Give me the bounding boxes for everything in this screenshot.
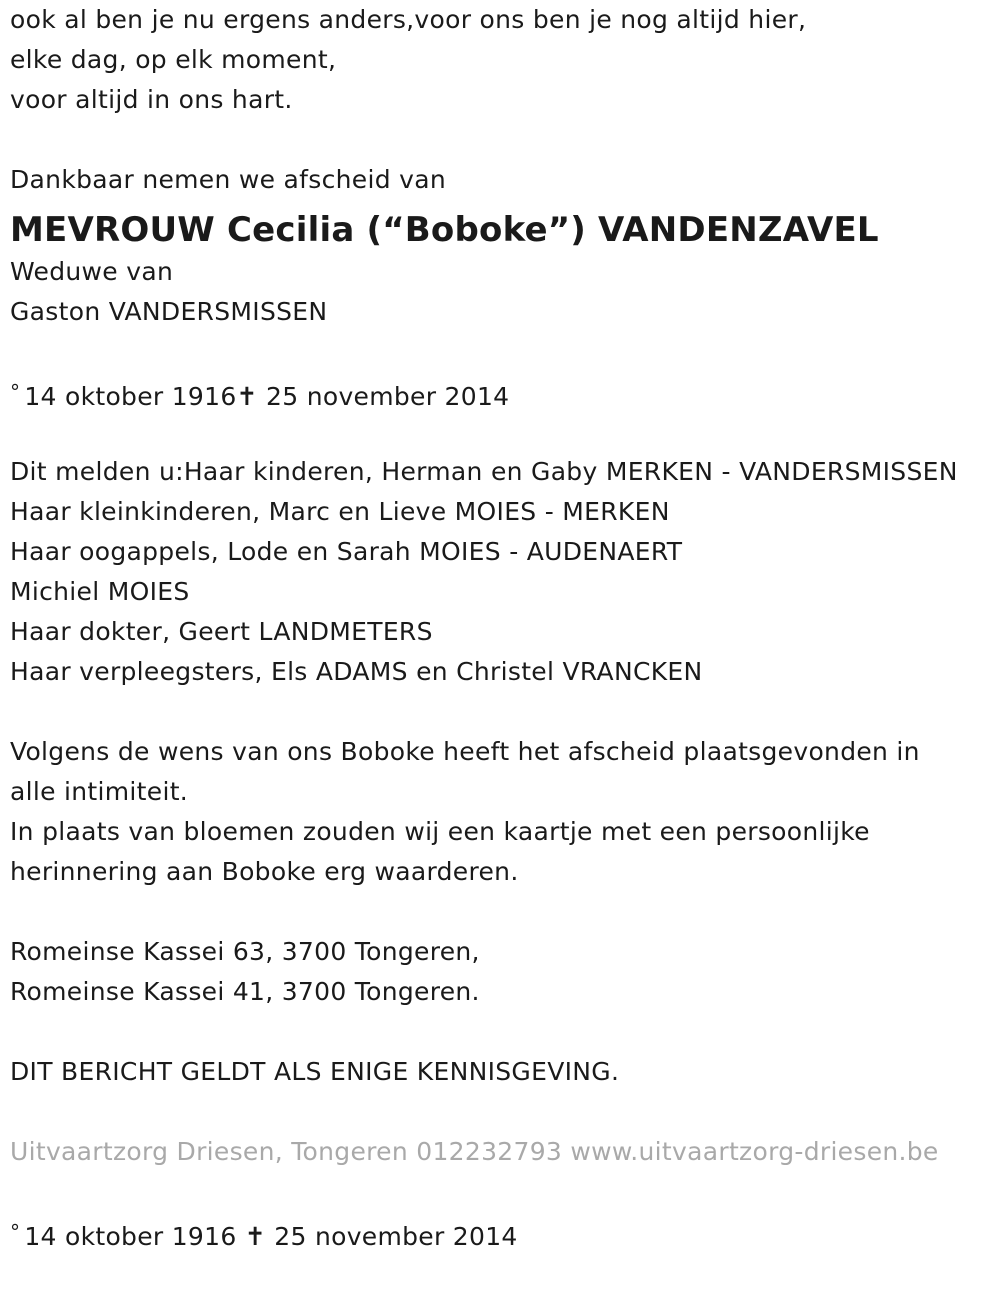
- undertaker-info: Uitvaartzorg Driesen, Tongeren 012232793 www.uitvaartzorg-driesen.be: [10, 1137, 939, 1166]
- birth-date: 14 oktober 1916: [24, 1222, 237, 1251]
- address-line: Romeinse Kassei 63, 3700 Tongeren,: [10, 937, 480, 966]
- wishes-line: herinnering aan Boboke erg waarderen.: [10, 857, 519, 886]
- address-line: Romeinse Kassei 41, 3700 Tongeren.: [10, 977, 480, 1006]
- notice-text: DIT BERICHT GELDT ALS ENIGE KENNISGEVING.: [10, 1057, 620, 1086]
- wishes-line: Volgens de wens van ons Boboke heeft het afscheid plaatsgevonden in: [10, 737, 920, 766]
- poem-line-2: elke dag, op elk moment,: [10, 45, 337, 74]
- wishes-line: In plaats van bloemen zouden wij een kaartje met een persoonlijke: [10, 817, 870, 846]
- poem-line-1: ook al ben je nu ergens anders,voor ons ben je nog altijd hier,: [10, 5, 807, 34]
- poem: [10, 0, 995, 120]
- addresses: [10, 932, 995, 1012]
- announcer-line: Michiel MOIES: [10, 577, 190, 606]
- wishes-paragraph: [10, 732, 995, 892]
- poem-line-3: voor altijd in ons hart.: [10, 85, 293, 114]
- spouse-name: Gaston VANDERSMISSEN: [10, 297, 328, 326]
- obituary-document: [10, 0, 995, 1252]
- widow-label: Weduwe van: [10, 257, 174, 286]
- announcer-line: Dit melden u:Haar kinderen, Herman en Gaby MERKEN - VANDERSMISSEN: [10, 457, 958, 486]
- announcer-line: Haar verpleegsters, Els ADAMS en Christel VRANCKEN: [10, 657, 703, 686]
- announcer-line: Haar dokter, Geert LANDMETERS: [10, 617, 433, 646]
- death-date: 25 november 2014: [274, 1222, 518, 1251]
- wishes-line: alle intimiteit.: [10, 777, 189, 806]
- deceased-name: MEVROUW Cecilia (“Boboke”) VANDENZAVEL: [10, 210, 879, 250]
- announcer-line: Haar kleinkinderen, Marc en Lieve MOIES - MERKEN: [10, 497, 670, 526]
- cross-icon: ✝: [236, 382, 258, 411]
- cross-icon: ✝: [244, 1222, 267, 1251]
- birth-symbol: °: [10, 1220, 21, 1244]
- life-dates-footer: [10, 1212, 995, 1252]
- announcers-list: [10, 452, 995, 692]
- death-date: 25 november 2014: [266, 382, 510, 411]
- life-dates: [10, 372, 995, 412]
- birth-date: 14 oktober 1916: [24, 382, 237, 411]
- intro-text: Dankbaar nemen we afscheid van: [10, 165, 446, 194]
- announcer-line: Haar oogappels, Lode en Sarah MOIES - AUDENAERT: [10, 537, 683, 566]
- birth-symbol: °: [10, 380, 21, 404]
